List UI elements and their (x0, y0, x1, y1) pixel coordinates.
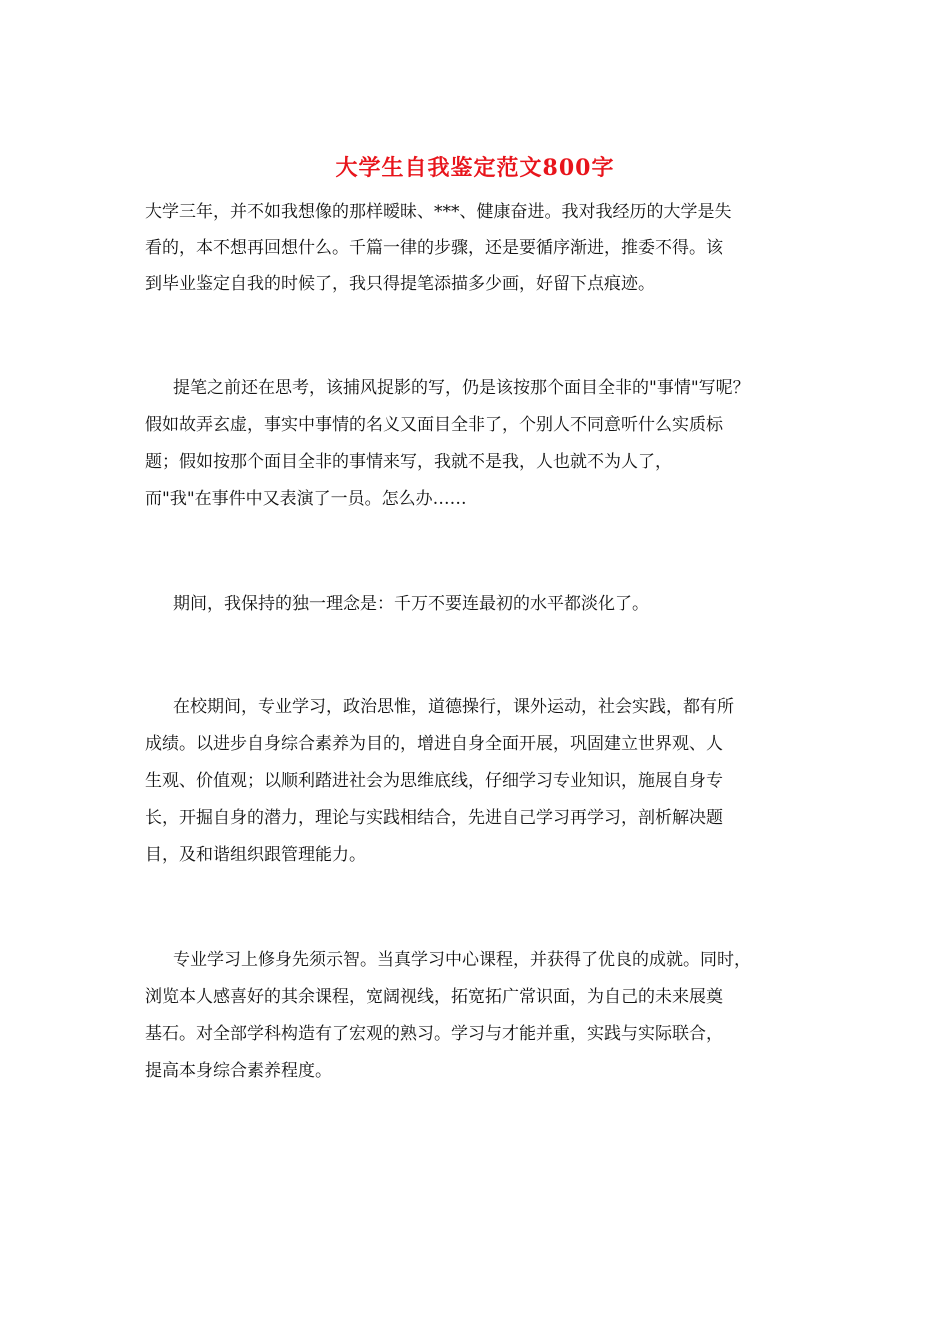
paragraph-line: 在校期间，专业学习，政治思惟，道德操行，课外运动，社会实践，都有所 (173, 697, 734, 717)
document-title: 大学生自我鉴定范文800字 (335, 155, 615, 181)
paragraph-line: 生观、价值观；以顺利踏进社会为思维底线，仔细学习专业知识，施展自身专 (145, 771, 723, 791)
paragraph-line: 而"我"在事件中又表演了一员。怎么办…… (145, 489, 467, 509)
paragraph-line: 浏览本人感喜好的其余课程，宽阔视线，拓宽拓广常识面，为自己的未来展奠 (145, 987, 723, 1007)
paragraph-line: 基石。对全部学科构造有了宏观的熟习。学习与才能并重，实践与实际联合， (145, 1024, 723, 1044)
paragraph-line: 到毕业鉴定自我的时候了，我只得提笔添描多少画，好留下点痕迹。 (145, 274, 655, 294)
paragraph-line: 大学三年，并不如我想像的那样暧昧、***、健康奋进。我对我经历的大学是失 (145, 202, 732, 222)
paragraph-line: 题；假如按那个面目全非的事情来写，我就不是我，人也就不为人了， (145, 452, 672, 472)
paragraph-line: 目，及和谐组织跟管理能力。 (145, 845, 366, 865)
paragraph-line: 成绩。以进步自身综合素养为目的，增进自身全面开展，巩固建立世界观、人 (145, 734, 723, 754)
paragraph-line: 专业学习上修身先须示智。当真学习中心课程，并获得了优良的成就。同时， (173, 950, 751, 970)
paragraph-line: 提笔之前还在思考，该捕风捉影的写，仍是该按那个面目全非的"事情"写呢？ (173, 378, 750, 398)
paragraph-line: 假如故弄玄虚，事实中事情的名义又面目全非了，个别人不同意听什么实质标 (145, 415, 723, 435)
paragraph-line: 看的，本不想再回想什么。千篇一律的步骤，还是要循序渐进，推委不得。该 (145, 238, 723, 258)
paragraph-line: 提高本身综合素养程度。 (145, 1061, 332, 1081)
paragraph-line: 期间，我保持的独一理念是：千万不要连最初的水平都淡化了。 (173, 594, 649, 614)
paragraph-line: 长，开掘自身的潜力，理论与实践相结合，先进自己学习再学习，剖析解决题 (145, 808, 723, 828)
